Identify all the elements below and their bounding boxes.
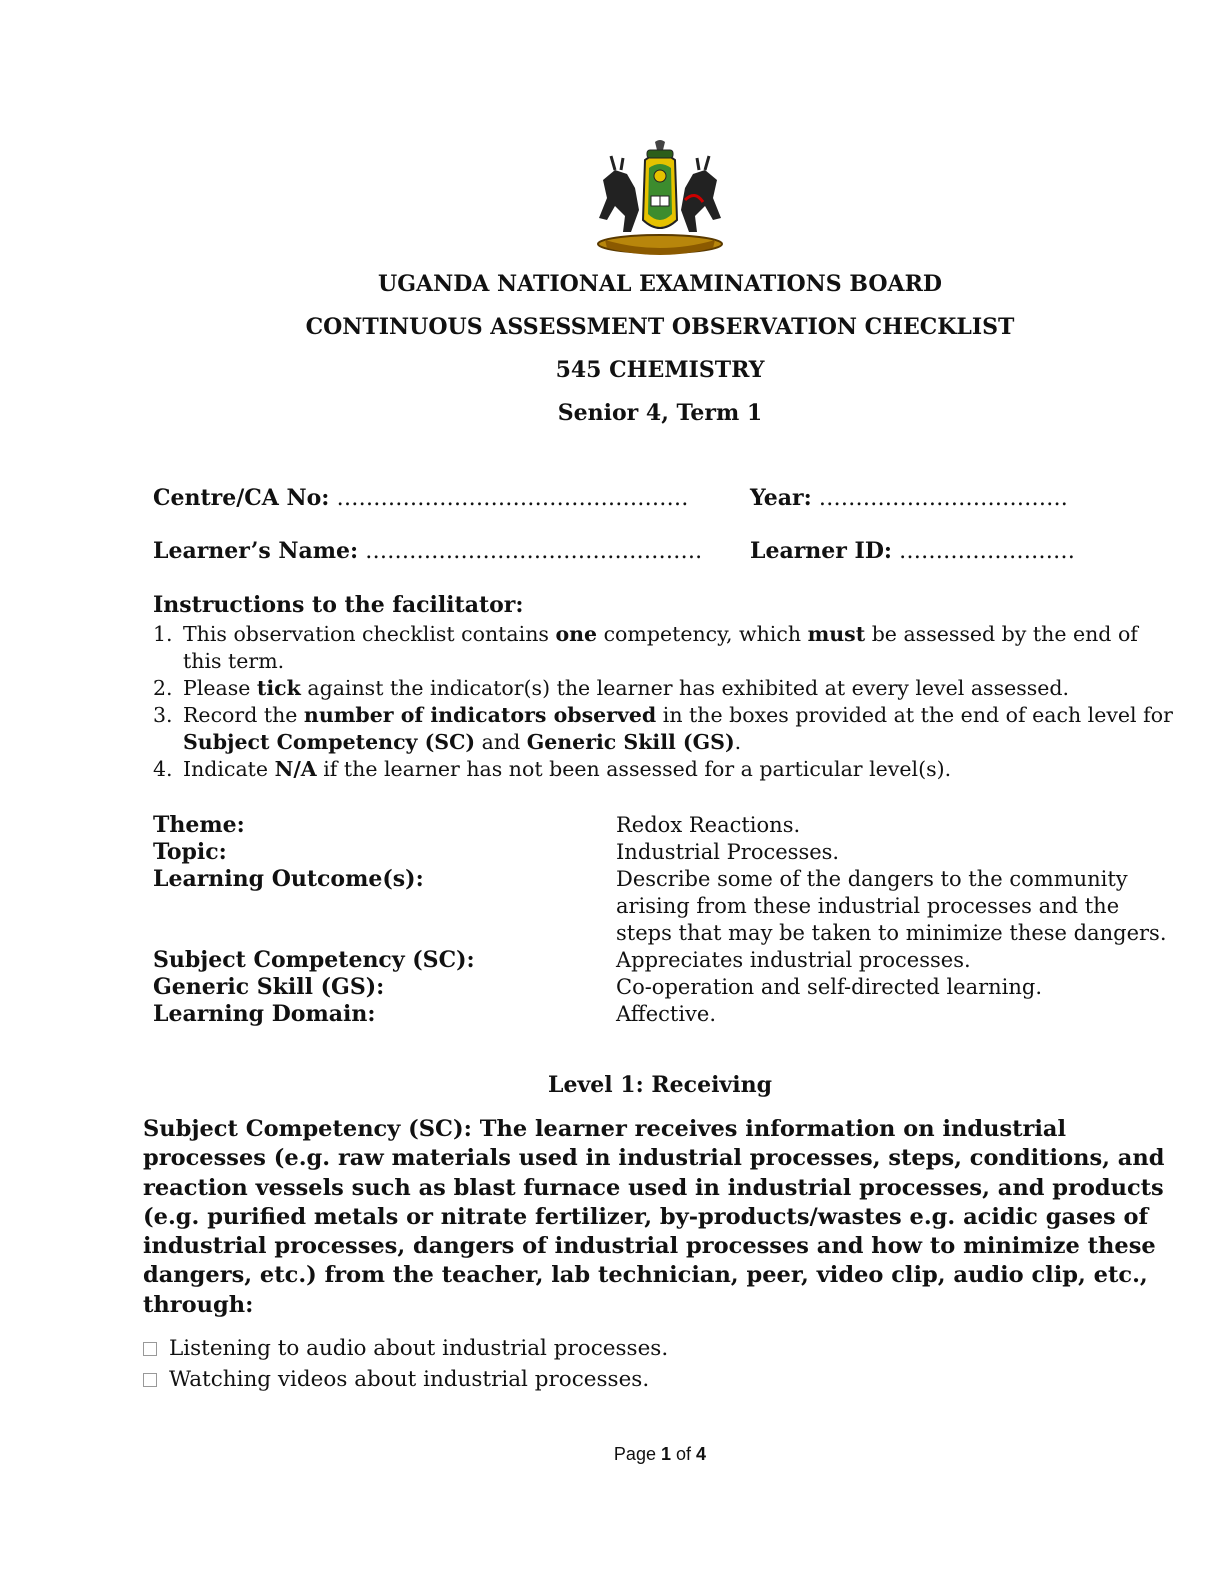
tick-checkbox[interactable] [143,1373,157,1387]
class-term-heading: Senior 4, Term 1 [557,400,763,426]
year-label: Year: [750,485,812,511]
level-1-subject-competency: Subject Competency (SC): The learner receives information on industrial processes (e.g. raw materials used in industrial processes, steps, conditions, and reaction vessels such as blast furnace used in industrial processes, and products (e.g. purified metals or nitrate fertilizer, by-products/wastes e.g. acidic gases of industrial processes, dangers of industrial processes and how to minimize these dangers, etc.) from the teacher, lab technician, peer, video clip, audio clip, etc., through: [143,1116,1165,1318]
learning-outcome-value: Describe some of the dangers to the community arising from these industrial processes and the steps that may be taken to minimize these dangers. [616,867,1167,945]
instructions-list [153,621,1173,783]
indicator-item [143,1336,668,1361]
subject-heading: 545 CHEMISTRY [555,357,765,383]
instruction-number: 3. [153,703,173,727]
indicator-item [143,1367,649,1392]
learner-name-field [153,538,702,564]
tick-checkbox[interactable] [143,1342,157,1356]
page-footer [0,1444,1224,1465]
uneb-coat-of-arms-logo [585,140,735,258]
learning-domain-value: Affective. [616,1002,717,1026]
page-total: 4 [696,1444,707,1464]
instruction-text: This observation checklist contains one competency, which must be assessed by the end of this term. [183,622,1138,673]
generic-skill-label: Generic Skill (GS): [153,974,385,1000]
indicator-text: Listening to audio about industrial processes. [169,1336,669,1361]
competency-details [153,812,1176,1028]
learning-outcome-label: Learning Outcome(s): [153,866,424,892]
centre-label: Centre/CA No: [153,485,330,511]
instruction-number: 4. [153,757,173,781]
theme-label: Theme: [153,812,245,838]
instruction-item [153,621,1173,675]
indicator-text: Watching videos about industrial processes. [169,1367,650,1392]
learning-domain-label: Learning Domain: [153,1001,376,1027]
instructions-title: Instructions to the facilitator: [153,592,524,618]
learner-id-field [750,538,1075,564]
page-word: Page [613,1444,656,1464]
centre-field [153,485,688,511]
generic-skill-value: Co-operation and self-directed learning. [616,975,1043,999]
instruction-text: Indicate N/A if the learner has not been assessed for a particular level(s). [183,757,952,781]
page-number: 1 [660,1444,671,1464]
instruction-item [153,702,1173,756]
subject-competency-label: Subject Competency (SC): [153,947,475,973]
learner-id-blank[interactable]: …………………… [899,539,1076,564]
year-field [750,485,1068,511]
subject-competency-value: Appreciates industrial processes. [616,948,971,972]
board-name-heading: UGANDA NATIONAL EXAMINATIONS BOARD [378,271,942,297]
instruction-item [153,756,1173,783]
of-word: of [676,1444,692,1464]
topic-value: Industrial Processes. [616,840,840,864]
year-blank[interactable]: ……………………………. [818,486,1068,511]
instruction-item [153,675,1173,702]
instruction-number: 1. [153,622,173,646]
learner-id-label: Learner ID: [750,538,893,564]
level-1-heading: Level 1: Receiving [548,1072,772,1098]
instruction-text: Please tick against the indicator(s) the learner has exhibited at every level assessed. [183,676,1070,700]
topic-label: Topic: [153,839,227,865]
learner-name-blank[interactable]: ………………………………………. [365,539,703,564]
theme-value: Redox Reactions. [616,813,801,837]
learner-name-label: Learner’s Name: [153,538,359,564]
document-title-heading: CONTINUOUS ASSESSMENT OBSERVATION CHECKLIST [305,314,1015,340]
instruction-text: Record the number of indicators observed in the boxes provided at the end of each level for Subject Competency (SC) and Generic Skill (GS). [183,703,1173,754]
instruction-number: 2. [153,676,173,700]
centre-blank[interactable]: ………………………………………… [336,486,689,511]
